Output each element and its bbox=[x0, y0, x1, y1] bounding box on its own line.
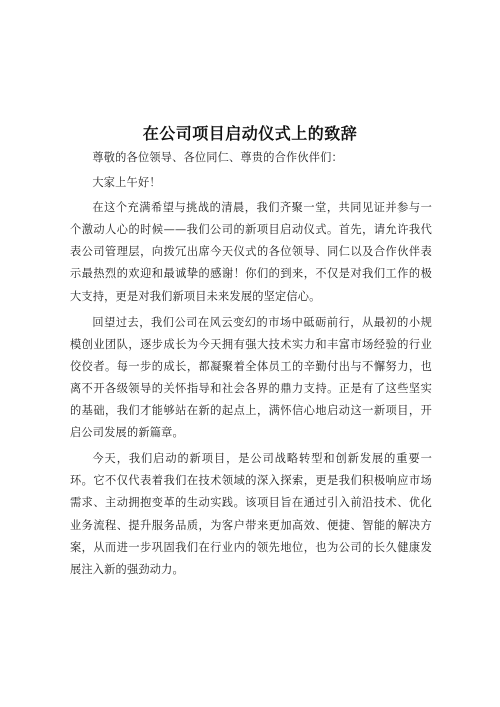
paragraph-review: 回望过去，我们公司在风云变幻的市场中砥砺前行，从最初的小规模创业团队，逐步成长为今天拥有强大技术实力和丰富市场经验的行业佼佼者。每一步的成长，都凝聚着全体员工的辛勤付出与不懈努力，也离不开各级领导的关怀指导和社会各界的鼎力支持。正是有了这些坚实的基础，我们才能够站在新的起点上，满怀信心地启动这一新项目，开启公司发展的新篇章。 bbox=[70, 315, 432, 440]
salutation: 尊敬的各位领导、各位同仁、尊贵的合作伙伴们： bbox=[92, 151, 343, 164]
paragraph-welcome: 在这个充满希望与挑战的清晨，我们齐聚一堂，共同见证并参与一个激动人心的时候——我们公司的新项目启动仪式。首先，请允许我代表公司管理层，向拨冗出席今天仪式的各位领导、同仁以及合作伙伴表示最热烈的欢迎和最诚挚的感谢！你们的到来，不仅是对我们工作的极大支持，更是对我们新项目未来发展的坚定信心。 bbox=[70, 201, 432, 303]
document-body bbox=[70, 147, 432, 585]
document-title: 在公司项目启动仪式上的致辞 bbox=[142, 124, 358, 143]
greeting: 大家上午好！ bbox=[92, 176, 161, 190]
paragraph-project: 今天，我们启动的新项目，是公司战略转型和创新发展的重要一环。它不仅代表着我们在技术领域的深入探索，更是我们积极响应市场需求、主动拥抱变革的生动实践。该项目旨在通过引入前沿技术、优化业务流程、提升服务品质，为客户带来更加高效、便捷、智能的解决方案，从而进一步巩固我们在行业内的领先地位，也为公司的长久健康发展注入新的强劲动力。 bbox=[70, 452, 432, 576]
